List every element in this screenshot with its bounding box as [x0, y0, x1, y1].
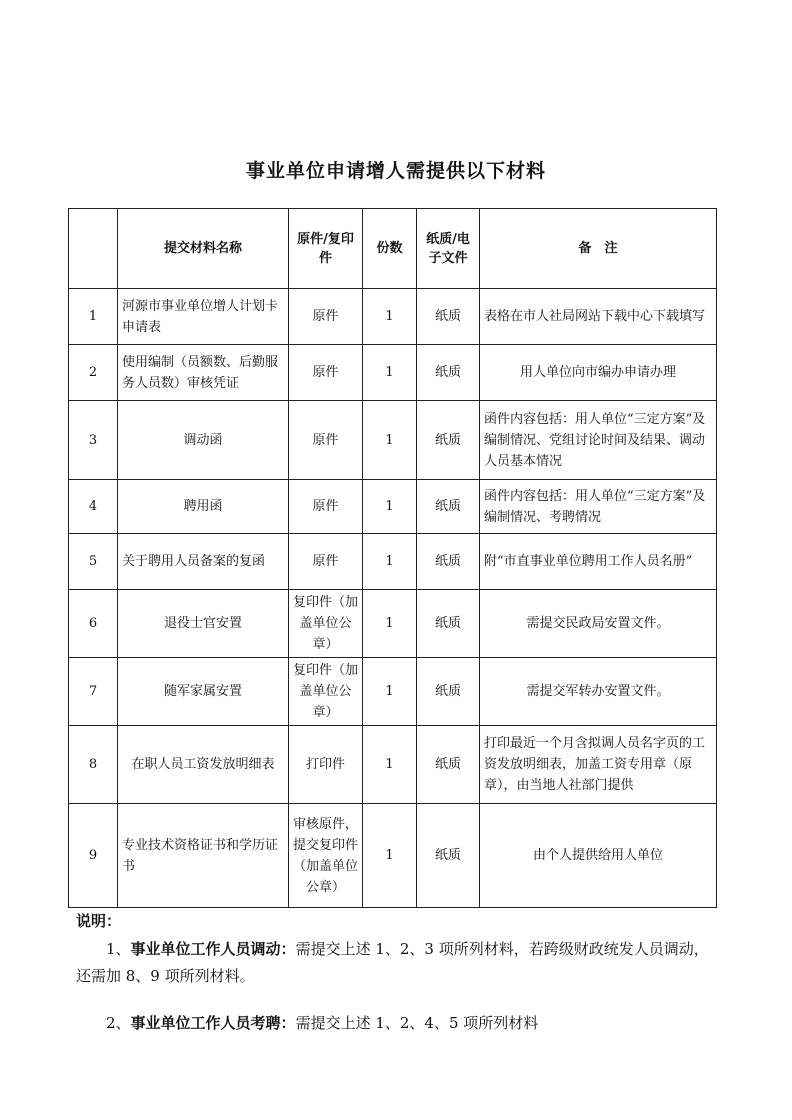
header-original-copy: 原件/复印件: [289, 209, 363, 289]
note-bold-label: 事业单位工作人员考聘：: [130, 1014, 296, 1032]
row-medium: 纸质: [417, 534, 480, 590]
row-copies: 1: [363, 534, 417, 590]
row-remark: 表格在市人社局网站下载中心下载填写: [480, 289, 717, 345]
table-row: [69, 534, 717, 590]
row-copies: 1: [363, 658, 417, 726]
row-form: 复印件（加盖单位公章）: [289, 590, 363, 658]
row-medium: 纸质: [417, 804, 480, 908]
row-medium: 纸质: [417, 289, 480, 345]
row-form: 原件: [289, 534, 363, 590]
page-title: 事业单位申请增人需提供以下材料: [245, 160, 546, 182]
row-medium: 纸质: [417, 590, 480, 658]
row-no: 3: [69, 401, 118, 480]
row-remark: 由个人提供给用人单位: [480, 804, 717, 908]
row-material-name: 调动函: [118, 401, 289, 480]
row-copies: 1: [363, 401, 417, 480]
note-item: [76, 936, 716, 990]
row-material-name: 关于聘用人员备案的复函: [118, 534, 289, 590]
row-material-name: 河源市事业单位增人计划卡申请表: [118, 289, 289, 345]
table-header-row: [69, 209, 717, 289]
row-no: 8: [69, 726, 118, 804]
row-no: 6: [69, 590, 118, 658]
note-bold-label: 事业单位工作人员调动：: [130, 940, 296, 958]
header-remarks: 备 注: [480, 209, 717, 289]
row-remark: 需提交军转办安置文件。: [480, 658, 717, 726]
note-item: [76, 1010, 716, 1037]
row-no: 7: [69, 658, 118, 726]
row-copies: 1: [363, 804, 417, 908]
row-remark: 附“市直事业单位聘用工作人员名册”: [480, 534, 717, 590]
row-medium: 纸质: [417, 480, 480, 534]
row-remark: 函件内容包括：用人单位“三定方案”及编制情况、党组讨论时间及结果、调动人员基本情况: [480, 401, 717, 480]
table-row: [69, 480, 717, 534]
row-remark: 函件内容包括：用人单位“三定方案”及编制情况、考聘情况: [480, 480, 717, 534]
row-no: 4: [69, 480, 118, 534]
row-remark: 打印最近一个月含拟调人员名字页的工资发放明细表，加盖工资专用章（原章），由当地人社部门提供: [480, 726, 717, 804]
row-no: 5: [69, 534, 118, 590]
row-form: 原件: [289, 480, 363, 534]
header-copies: 份数: [363, 209, 417, 289]
row-form: 审核原件，提交复印件（加盖单位公章）: [289, 804, 363, 908]
row-remark: 用人单位向市编办申请办理: [480, 345, 717, 401]
row-remark: 需提交民政局安置文件。: [480, 590, 717, 658]
row-medium: 纸质: [417, 726, 480, 804]
row-medium: 纸质: [417, 345, 480, 401]
row-material-name: 退役士官安置: [118, 590, 289, 658]
header-paper-electronic: 纸质/电子文件: [417, 209, 480, 289]
row-form: 打印件: [289, 726, 363, 804]
table-row: [69, 401, 717, 480]
row-medium: 纸质: [417, 658, 480, 726]
row-material-name: 聘用函: [118, 480, 289, 534]
table-row: [69, 590, 717, 658]
table-row: [69, 345, 717, 401]
note-prefix: 2、: [106, 1014, 131, 1032]
row-form: 原件: [289, 289, 363, 345]
table-row: [69, 658, 717, 726]
row-material-name: 随军家属安置: [118, 658, 289, 726]
note-text: 需提交上述 1、2、4、5 项所列材料: [295, 1014, 539, 1032]
header-no: [69, 209, 118, 289]
row-material-name: 在职人员工资发放明细表: [118, 726, 289, 804]
row-material-name: 使用编制（员额数、后勤服务人员数）审核凭证: [118, 345, 289, 401]
table-row: [69, 804, 717, 908]
row-copies: 1: [363, 726, 417, 804]
row-material-name: 专业技术资格证书和学历证书: [118, 804, 289, 908]
row-copies: 1: [363, 590, 417, 658]
row-no: 9: [69, 804, 118, 908]
row-form: 复印件（加盖单位公章）: [289, 658, 363, 726]
row-no: 1: [69, 289, 118, 345]
row-no: 2: [69, 345, 118, 401]
note-text: 需提交上述 1、2、3 项所列材料，若跨级财政统发人员调动，还需加 8、9 项所列材料。: [76, 940, 709, 985]
row-copies: 1: [363, 345, 417, 401]
note-prefix: 1、: [106, 940, 131, 958]
row-copies: 1: [363, 289, 417, 345]
notes-heading: 说明：: [76, 912, 122, 930]
table-row: [69, 726, 717, 804]
table-row: [69, 289, 717, 345]
row-form: 原件: [289, 345, 363, 401]
materials-table: [68, 208, 717, 908]
header-material-name: 提交材料名称: [118, 209, 289, 289]
row-copies: 1: [363, 480, 417, 534]
row-form: 原件: [289, 401, 363, 480]
row-medium: 纸质: [417, 401, 480, 480]
